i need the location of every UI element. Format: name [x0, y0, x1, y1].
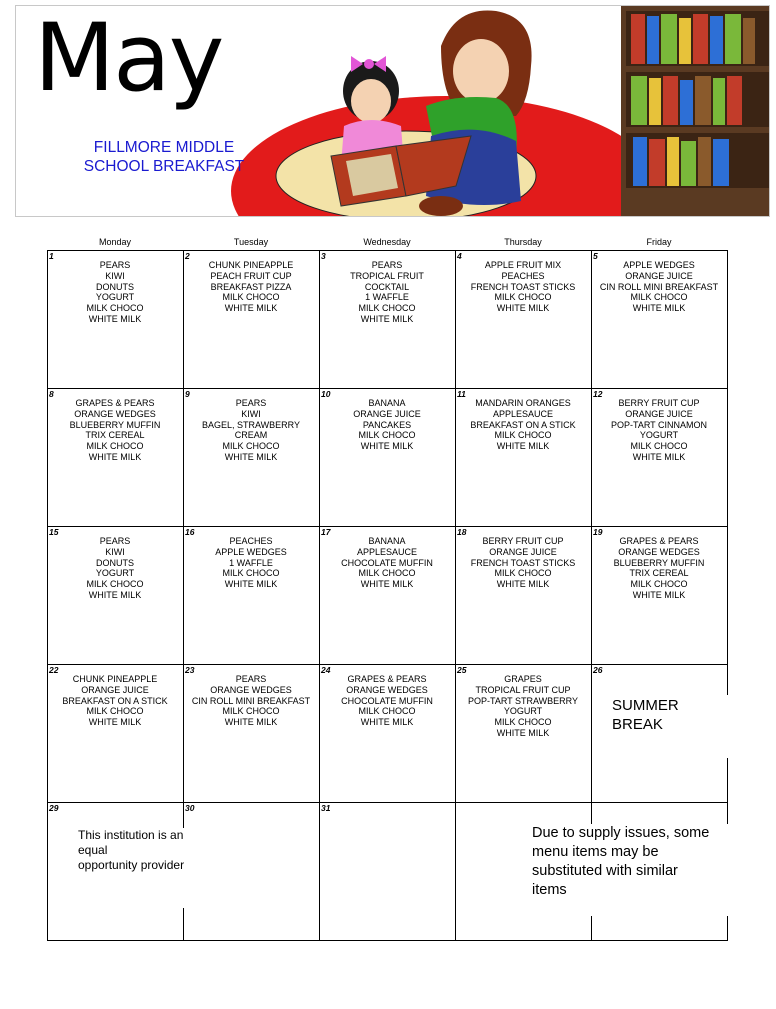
calendar-day-cell: [183, 250, 319, 388]
menu-item: BANANA: [368, 398, 406, 408]
grid-line-horizontal: [47, 664, 728, 665]
day-number: 17: [321, 527, 331, 537]
menu-item: MILK CHOCO: [494, 292, 552, 303]
calendar-day-cell: [47, 526, 183, 664]
day-number: 18: [457, 527, 467, 537]
menu-item: WHITE MILK: [632, 589, 686, 600]
calendar-day-cell: [47, 250, 183, 388]
summer-break-note: [612, 695, 729, 758]
menu-item: PEARS: [99, 260, 131, 270]
summer-break-line: SUMMER: [612, 697, 679, 714]
menu-item: BERRY FRUIT CUP: [618, 398, 700, 408]
menu-item: CIN ROLL MINI BREAKFAST: [599, 281, 719, 292]
equal-opportunity-line: opportunity provider: [78, 858, 185, 872]
supply-issues-note: [530, 824, 732, 916]
menu-item: MILK CHOCO: [494, 430, 552, 441]
menu-item: PEARS: [99, 536, 131, 546]
menu-list: [47, 398, 183, 463]
menu-item: ORANGE JUICE: [353, 408, 421, 419]
menu-item: PEARS: [371, 260, 403, 270]
menu-item: TROPICAL FRUIT CUP: [475, 684, 571, 695]
menu-item: MILK CHOCO: [630, 579, 688, 590]
day-number: 1: [49, 251, 54, 261]
day-number: 5: [593, 251, 598, 261]
menu-item: PEARS: [235, 398, 267, 408]
menu-item: WHITE MILK: [496, 303, 550, 314]
menu-item: BAGEL, STRAWBERRY: [201, 419, 301, 430]
menu-item: CREAM: [234, 430, 268, 441]
calendar-day-cell: [319, 526, 455, 664]
day-header-tuesday: Tuesday: [233, 237, 269, 247]
menu-item: WHITE MILK: [360, 579, 414, 590]
menu-item: CHOCOLATE MUFFIN: [341, 557, 433, 568]
menu-item: CIN ROLL MINI BREAKFAST: [191, 695, 311, 706]
menu-item: WHITE MILK: [224, 579, 278, 590]
menu-item: MILK CHOCO: [222, 441, 280, 452]
day-number: 24: [321, 665, 331, 675]
menu-list: [183, 536, 319, 590]
menu-item: DONUTS: [96, 281, 134, 292]
grid-line-vertical: [319, 250, 320, 941]
menu-item: MILK CHOCO: [86, 579, 144, 590]
day-number: 31: [321, 803, 331, 813]
calendar-day-cell: [183, 664, 319, 802]
menu-item: WHITE MILK: [360, 717, 414, 728]
menu-item: MILK CHOCO: [630, 441, 688, 452]
supply-issues-line: menu items may be: [532, 844, 659, 860]
menu-item: MILK CHOCO: [222, 292, 280, 303]
menu-list: [183, 260, 319, 314]
day-number: 15: [49, 527, 59, 537]
month-title: May: [34, 5, 223, 113]
menu-list: [591, 398, 727, 463]
menu-item: MILK CHOCO: [358, 706, 416, 717]
calendar-header: [15, 5, 770, 217]
day-number: 10: [321, 389, 331, 399]
calendar-day-cell: [183, 388, 319, 526]
menu-item: BREAKFAST ON A STICK: [62, 695, 168, 706]
grid-line-horizontal: [47, 940, 728, 941]
menu-item: PANCAKES: [362, 419, 412, 430]
day-number: 4: [457, 251, 462, 261]
grid-line-horizontal: [47, 388, 728, 389]
menu-item: GRAPES & PEARS: [347, 674, 427, 684]
menu-item: GRAPES: [504, 674, 542, 684]
menu-item: DONUTS: [96, 557, 134, 568]
menu-list: [47, 260, 183, 325]
menu-item: CHUNK PINEAPPLE: [72, 674, 158, 684]
menu-item: BLUEBERRY MUFFIN: [69, 419, 161, 430]
supply-issues-line: substituted with similar: [532, 863, 678, 879]
menu-item: WHITE MILK: [88, 451, 142, 462]
day-number: 29: [49, 803, 59, 813]
menu-item: ORANGE JUICE: [489, 546, 557, 557]
menu-item: WHITE MILK: [360, 441, 414, 452]
menu-list: [591, 260, 727, 314]
menu-list: [319, 398, 455, 452]
menu-item: WHITE MILK: [224, 451, 278, 462]
menu-list: [47, 674, 183, 728]
menu-item: WHITE MILK: [224, 717, 278, 728]
menu-item: TROPICAL FRUIT: [350, 270, 424, 281]
menu-item: WHITE MILK: [496, 441, 550, 452]
menu-item: WHITE MILK: [360, 313, 414, 324]
day-number: 11: [457, 389, 466, 399]
menu-item: APPLESAUCE: [492, 408, 554, 419]
menu-item: 1 WAFFLE: [365, 292, 409, 303]
grid-line-vertical: [455, 250, 456, 941]
calendar-day-cell: [47, 664, 183, 802]
day-number: 23: [185, 665, 195, 675]
menu-item: WHITE MILK: [88, 313, 142, 324]
menu-item: YOGURT: [95, 568, 135, 579]
menu-item: FRENCH TOAST STICKS: [470, 281, 576, 292]
calendar-day-cell: [47, 388, 183, 526]
menu-item: ORANGE JUICE: [625, 270, 693, 281]
menu-item: ORANGE JUICE: [81, 684, 149, 695]
menu-item: APPLE WEDGES: [215, 546, 287, 557]
equal-opportunity-note: [76, 828, 186, 908]
menu-item: KIWI: [105, 546, 125, 557]
calendar-day-cell: [591, 250, 727, 388]
menu-item: MILK CHOCO: [86, 441, 144, 452]
menu-item: ORANGE WEDGES: [74, 408, 156, 419]
menu-item: WHITE MILK: [496, 727, 550, 738]
menu-item: YOGURT: [503, 706, 543, 717]
calendar-day-cell: [319, 664, 455, 802]
menu-item: MILK CHOCO: [222, 706, 280, 717]
menu-item: CHUNK PINEAPPLE: [208, 260, 294, 270]
day-number: 22: [49, 665, 59, 675]
day-number: 3: [321, 251, 326, 261]
menu-item: GRAPES & PEARS: [619, 536, 699, 546]
menu-item: MILK CHOCO: [222, 568, 280, 579]
summer-break-line: BREAK: [612, 716, 663, 733]
menu-item: CHOCOLATE MUFFIN: [341, 695, 433, 706]
school-name-line: SCHOOL BREAKFAST: [83, 158, 245, 175]
menu-item: 1 WAFFLE: [229, 557, 273, 568]
menu-item: MILK CHOCO: [494, 717, 552, 728]
menu-list: [455, 674, 591, 739]
calendar-day-cell: [183, 526, 319, 664]
menu-item: BERRY FRUIT CUP: [482, 536, 564, 546]
menu-list: [47, 536, 183, 601]
menu-list: [455, 260, 591, 314]
menu-item: PEACHES: [501, 270, 545, 281]
menu-item: BREAKFAST ON A STICK: [470, 419, 576, 430]
menu-item: YOGURT: [95, 292, 135, 303]
menu-item: MILK CHOCO: [358, 568, 416, 579]
menu-list: [183, 398, 319, 463]
calendar-day-cell: [591, 526, 727, 664]
menu-item: PEARS: [235, 674, 267, 684]
supply-issues-line: items: [532, 882, 567, 898]
menu-item: MILK CHOCO: [358, 303, 416, 314]
calendar-day-cell: [319, 802, 455, 940]
menu-item: TRIX CEREAL: [85, 430, 145, 441]
day-number: 9: [185, 389, 190, 399]
calendar-day-cell: [455, 526, 591, 664]
menu-item: WHITE MILK: [632, 303, 686, 314]
menu-item: ORANGE WEDGES: [346, 684, 428, 695]
menu-list: [319, 260, 455, 325]
menu-item: MILK CHOCO: [494, 568, 552, 579]
menu-list: [319, 536, 455, 590]
menu-item: ORANGE WEDGES: [210, 684, 292, 695]
bookshelf-icon: [621, 6, 770, 217]
menu-item: ORANGE WEDGES: [618, 546, 700, 557]
equal-opportunity-line: This institution is an equal: [78, 828, 184, 857]
day-header-friday: Friday: [646, 237, 672, 247]
reading-children-illustration: [226, 6, 770, 217]
grid-line-horizontal: [47, 250, 728, 251]
menu-list: [591, 536, 727, 601]
day-number: 26: [593, 665, 603, 675]
day-number: 2: [185, 251, 190, 261]
grid-line-horizontal: [47, 526, 728, 527]
school-name-line: FILLMORE MIDDLE: [93, 139, 235, 156]
menu-list: [455, 398, 591, 452]
day-header-thursday: Thursday: [504, 237, 542, 247]
menu-item: FRENCH TOAST STICKS: [470, 557, 576, 568]
menu-item: WHITE MILK: [224, 303, 278, 314]
menu-item: APPLESAUCE: [356, 546, 418, 557]
menu-item: MILK CHOCO: [86, 303, 144, 314]
calendar-day-cell: [455, 664, 591, 802]
menu-item: ORANGE JUICE: [625, 408, 693, 419]
day-header-wednesday: Wednesday: [363, 237, 411, 247]
day-number: 16: [185, 527, 195, 537]
menu-item: TRIX CEREAL: [629, 568, 689, 579]
menu-item: MILK CHOCO: [358, 430, 416, 441]
menu-item: WHITE MILK: [496, 579, 550, 590]
menu-list: [183, 674, 319, 728]
calendar-day-cell: [319, 250, 455, 388]
supply-issues-line: Due to supply issues, some: [532, 825, 710, 841]
calendar-day-cell: [319, 388, 455, 526]
menu-item: GRAPES & PEARS: [75, 398, 155, 408]
calendar-day-cell: [455, 388, 591, 526]
day-header-monday: Monday: [98, 237, 132, 247]
school-name: [58, 138, 270, 176]
day-number: 19: [593, 527, 603, 537]
calendar-day-cell: [183, 802, 319, 940]
menu-item: MILK CHOCO: [630, 292, 688, 303]
day-number: 25: [457, 665, 467, 675]
menu-list: [319, 674, 455, 728]
grid-line-horizontal: [47, 802, 728, 803]
menu-item: BLUEBERRY MUFFIN: [613, 557, 705, 568]
menu-item: KIWI: [241, 408, 261, 419]
menu-item: WHITE MILK: [88, 589, 142, 600]
day-number: 12: [593, 389, 603, 399]
menu-item: PEACHES: [229, 536, 273, 546]
menu-item: PEACH FRUIT CUP: [210, 270, 292, 281]
menu-item: APPLE FRUIT MIX: [484, 260, 562, 270]
menu-item: MILK CHOCO: [86, 706, 144, 717]
menu-item: COCKTAIL: [364, 281, 410, 292]
menu-item: KIWI: [105, 270, 125, 281]
menu-item: BREAKFAST PIZZA: [210, 281, 292, 292]
day-number: 30: [185, 803, 195, 813]
menu-list: [455, 536, 591, 590]
menu-item: APPLE WEDGES: [623, 260, 695, 270]
menu-item: POP-TART CINNAMON: [610, 419, 707, 430]
calendar-day-cell: [455, 250, 591, 388]
menu-item: MANDARIN ORANGES: [475, 398, 571, 408]
calendar-day-cell: [591, 388, 727, 526]
menu-item: POP-TART STRAWBERRY: [467, 695, 579, 706]
menu-item: WHITE MILK: [632, 451, 686, 462]
menu-item: BANANA: [368, 536, 406, 546]
menu-item: YOGURT: [639, 430, 679, 441]
grid-line-vertical: [47, 250, 48, 941]
menu-item: WHITE MILK: [88, 717, 142, 728]
day-number: 8: [49, 389, 54, 399]
